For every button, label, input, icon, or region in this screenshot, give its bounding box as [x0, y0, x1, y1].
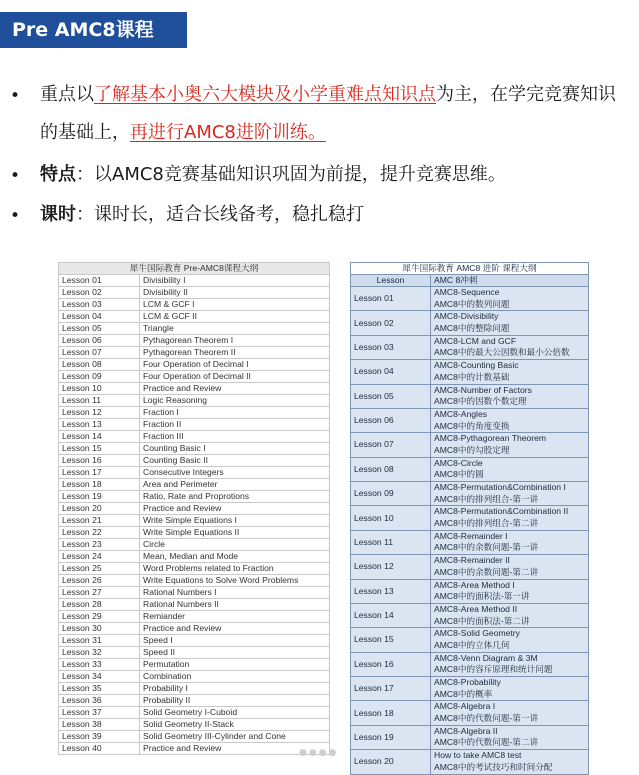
table-row [351, 360, 589, 384]
bullet-focus [40, 76, 625, 152]
lesson-topic: Pythagorean Theorem I [140, 335, 330, 347]
table-row [59, 563, 330, 575]
lesson-topic: Speed I [140, 635, 330, 647]
lesson-number: Lesson 07 [59, 347, 140, 359]
lesson-topic: Area and Perimeter [140, 479, 330, 491]
table-row [59, 467, 330, 479]
table-row [59, 419, 330, 431]
table-row [351, 408, 589, 432]
lesson-number: Lesson 34 [59, 671, 140, 683]
lesson-number: Lesson 19 [351, 725, 431, 749]
topic-chinese: AMC8中的立体几何 [434, 639, 510, 650]
topic-chinese: AMC8中的排列组合-第一讲 [434, 493, 539, 504]
lesson-topic: Word Problems related to Fraction [140, 563, 330, 575]
topic-english: AMC8-Permutation&Combination II [434, 506, 569, 517]
table-row [59, 359, 330, 371]
lesson-number: Lesson 04 [59, 311, 140, 323]
table-row [59, 407, 330, 419]
table-row [59, 671, 330, 683]
lesson-topic: LCM & GCF I [140, 299, 330, 311]
table-row [351, 482, 589, 506]
lesson-number: Lesson 30 [59, 623, 140, 635]
table-row [59, 323, 330, 335]
lesson-topic: Triangle [140, 323, 330, 335]
topic-english: AMC8-Permutation&Combination I [434, 482, 566, 492]
lesson-number: Lesson 23 [59, 539, 140, 551]
amc8-advanced-syllabus-table [350, 262, 589, 775]
table-row [59, 635, 330, 647]
lesson-topic: Pythagorean Theorem II [140, 347, 330, 359]
table-title: 犀牛国际教育 AMC8 进阶 课程大纲 [351, 263, 589, 275]
lesson-number: Lesson 21 [59, 515, 140, 527]
features-text: ：以AMC8竞赛基础知识巩固为前提，提升竞赛思维。 [76, 164, 506, 185]
lesson-topic [431, 725, 589, 749]
lesson-number: Lesson 24 [59, 551, 140, 563]
table-row [351, 652, 589, 676]
lesson-topic: Write Simple Equations I [140, 515, 330, 527]
bullet-features [40, 156, 625, 194]
topic-chinese: AMC8中的概率 [434, 688, 493, 699]
table-row [351, 628, 589, 652]
table-row [351, 555, 589, 579]
focus-text: 为主，在学完竞赛知识的基础上， [40, 84, 616, 143]
table-row [59, 599, 330, 611]
table-row [59, 719, 330, 731]
lesson-number: Lesson 22 [59, 527, 140, 539]
table-row [59, 383, 330, 395]
lesson-number: Lesson 25 [59, 563, 140, 575]
table-row [59, 275, 330, 287]
lesson-number: Lesson 14 [351, 603, 431, 627]
table-row [59, 731, 330, 743]
features-label: 特点 [40, 164, 76, 185]
section-title: Pre AMC8课程 [0, 12, 187, 48]
lesson-topic: Write Simple Equations II [140, 527, 330, 539]
table-row [59, 335, 330, 347]
lesson-topic [431, 457, 589, 481]
lesson-number: Lesson 06 [351, 408, 431, 432]
bullet-dot: • [10, 206, 21, 226]
lesson-topic: Ratio, Rate and Proprotions [140, 491, 330, 503]
topic-english: AMC8-Counting Basic [434, 360, 519, 371]
lesson-topic: Speed II [140, 647, 330, 659]
lesson-topic: Practice and Review [140, 623, 330, 635]
table-row [59, 287, 330, 299]
lesson-topic: Fraction III [140, 431, 330, 443]
table-row [59, 575, 330, 587]
lesson-number: Lesson 29 [59, 611, 140, 623]
topic-chinese: AMC8中的容斥原理和统计问题 [434, 664, 553, 675]
lesson-topic: Four Operation of Decimal II [140, 371, 330, 383]
lesson-number: Lesson 02 [351, 311, 431, 335]
lesson-topic [431, 360, 589, 384]
lesson-number: Lesson 15 [351, 628, 431, 652]
lesson-topic [431, 482, 589, 506]
lesson-number: Lesson 35 [59, 683, 140, 695]
bullet-dot: • [10, 166, 21, 186]
table-row [351, 701, 589, 725]
topic-chinese: AMC8中的面积法-第一讲 [434, 591, 530, 602]
topic-english: AMC8-Remainder II [434, 555, 510, 566]
lesson-topic [431, 311, 589, 335]
table-row [351, 579, 589, 603]
lesson-number: Lesson 10 [351, 506, 431, 530]
table-row [351, 287, 589, 311]
lesson-topic [431, 287, 589, 311]
topic-english: AMC8-Pythagorean Theorem [434, 433, 547, 444]
topic-chinese: AMC8中的代数问题-第一讲 [434, 713, 539, 724]
table-row [59, 503, 330, 515]
table-title: 犀牛国际教育 Pre-AMC8课程大纲 [59, 263, 330, 275]
lesson-number: Lesson 18 [59, 479, 140, 491]
lesson-topic: Write Equations to Solve Word Problems [140, 575, 330, 587]
lesson-number: Lesson 06 [59, 335, 140, 347]
lesson-topic: Counting Basic II [140, 455, 330, 467]
table-row [351, 750, 589, 774]
topic-english: AMC8-Venn Diagram & 3M [434, 652, 538, 663]
topic-english: AMC8-Circle [434, 457, 483, 468]
lesson-topic: Solid Geometry I-Cuboid [140, 707, 330, 719]
topic-chinese: AMC8中的计数基础 [434, 371, 510, 382]
topic-chinese: AMC8中的勾股定理 [434, 444, 510, 455]
table-row [59, 443, 330, 455]
topic-chinese: AMC8中的整除问题 [434, 323, 510, 334]
lesson-number: Lesson 14 [59, 431, 140, 443]
lesson-topic: LCM & GCF II [140, 311, 330, 323]
table-row [59, 347, 330, 359]
topic-english: AMC8-Solid Geometry [434, 628, 520, 639]
lesson-number: Lesson 12 [59, 407, 140, 419]
focus-highlight: 了解基本小奥六大模块及小学重难点知识点 [94, 84, 436, 105]
table-row [351, 506, 589, 530]
topic-english: AMC8-Angles [434, 408, 488, 419]
table-row [351, 433, 589, 457]
lesson-number: Lesson 16 [59, 455, 140, 467]
lesson-number: Lesson 10 [59, 383, 140, 395]
lesson-number: Lesson 20 [351, 750, 431, 774]
lesson-topic: Rational Numbers II [140, 599, 330, 611]
lesson-topic: Divisibility I [140, 275, 330, 287]
table-row [351, 384, 589, 408]
table-row [59, 455, 330, 467]
lesson-topic: Mean, Median and Mode [140, 551, 330, 563]
table-row [59, 371, 330, 383]
topic-english: AMC8-Area Method II [434, 603, 518, 614]
column-header-lesson: Lesson [351, 275, 431, 287]
table-row [351, 530, 589, 554]
lesson-topic [431, 579, 589, 603]
table-row [351, 335, 589, 359]
lesson-topic: Fraction II [140, 419, 330, 431]
lesson-number: Lesson 18 [351, 701, 431, 725]
lesson-number: Lesson 13 [59, 419, 140, 431]
topic-english: AMC8-Algebra II [434, 725, 498, 736]
topic-english: AMC8-Area Method I [434, 579, 515, 590]
lesson-number: Lesson 03 [59, 299, 140, 311]
lesson-number: Lesson 13 [351, 579, 431, 603]
table-row [59, 659, 330, 671]
lesson-topic [431, 335, 589, 359]
lesson-number: Lesson 17 [351, 677, 431, 701]
table-row [59, 611, 330, 623]
topic-chinese: AMC8中的最大公因数和最小公倍数 [434, 347, 570, 358]
lesson-number: Lesson 11 [59, 395, 140, 407]
lesson-number: Lesson 17 [59, 467, 140, 479]
lesson-topic: Logic Reasoning [140, 395, 330, 407]
topic-chinese: AMC8中的考试技巧和时间分配 [434, 761, 553, 772]
lesson-topic: Practice and Review [140, 503, 330, 515]
lesson-number: Lesson 05 [351, 384, 431, 408]
table-row [59, 299, 330, 311]
lesson-topic [431, 701, 589, 725]
table-row [59, 311, 330, 323]
lesson-topic [431, 506, 589, 530]
topic-chinese: AMC8中的排列组合-第二讲 [434, 518, 539, 529]
lesson-number: Lesson 07 [351, 433, 431, 457]
topic-english: How to take AMC8 test [434, 750, 522, 761]
topic-chinese: AMC8中的数列问题 [434, 298, 510, 309]
lesson-topic: Practice and Review [140, 743, 330, 755]
topic-chinese: AMC8中的因数个数定理 [434, 396, 527, 407]
lesson-topic [431, 603, 589, 627]
lesson-number: Lesson 01 [59, 275, 140, 287]
lesson-number: Lesson 37 [59, 707, 140, 719]
bullet-dot: • [10, 86, 21, 106]
lesson-topic: Circle [140, 539, 330, 551]
topic-chinese: AMC8中的余数问题-第二讲 [434, 566, 539, 577]
table-row [59, 695, 330, 707]
lesson-topic: Consecutive Integers [140, 467, 330, 479]
page-indicator: ●●●● [299, 748, 339, 758]
table-row [59, 395, 330, 407]
lesson-topic: Permutation [140, 659, 330, 671]
table-row [351, 311, 589, 335]
lesson-topic [431, 408, 589, 432]
topic-english: AMC8-Divisibility [434, 311, 499, 322]
lesson-number: Lesson 31 [59, 635, 140, 647]
lesson-number: Lesson 27 [59, 587, 140, 599]
lesson-topic: Probability II [140, 695, 330, 707]
lesson-topic [431, 384, 589, 408]
lesson-number: Lesson 15 [59, 443, 140, 455]
lesson-number: Lesson 05 [59, 323, 140, 335]
lesson-number: Lesson 09 [59, 371, 140, 383]
table-row [351, 603, 589, 627]
lesson-number: Lesson 32 [59, 647, 140, 659]
table-row [351, 677, 589, 701]
lesson-topic [431, 652, 589, 676]
lesson-topic: Practice and Review [140, 383, 330, 395]
hours-label: 课时 [40, 204, 76, 225]
lesson-topic [431, 628, 589, 652]
hours-text: ：课时长，适合长线备考，稳扎稳打 [76, 204, 364, 225]
lesson-number: Lesson 01 [351, 287, 431, 311]
focus-label: 重点以 [40, 84, 94, 105]
lesson-topic: Four Operation of Decimal I [140, 359, 330, 371]
lesson-number: Lesson 20 [59, 503, 140, 515]
lesson-number: Lesson 33 [59, 659, 140, 671]
lesson-number: Lesson 08 [59, 359, 140, 371]
table-row [351, 457, 589, 481]
lesson-topic: Solid Geometry II-Stack [140, 719, 330, 731]
table-row [59, 743, 330, 755]
lesson-topic [431, 555, 589, 579]
lesson-number: Lesson 11 [351, 530, 431, 554]
pre-amc8-syllabus-table [58, 262, 330, 755]
lesson-topic [431, 677, 589, 701]
table-row [59, 431, 330, 443]
topic-chinese: AMC8中的面积法-第二讲 [434, 615, 530, 626]
table-row [59, 623, 330, 635]
table-row [59, 491, 330, 503]
lesson-number: Lesson 09 [351, 482, 431, 506]
lesson-topic [431, 530, 589, 554]
table-row [59, 479, 330, 491]
topic-chinese: AMC8中的角度变换 [434, 420, 510, 431]
lesson-topic: Rational Numbers I [140, 587, 330, 599]
table-row [59, 527, 330, 539]
lesson-number: Lesson 16 [351, 652, 431, 676]
lesson-topic: Counting Basic I [140, 443, 330, 455]
lesson-number: Lesson 36 [59, 695, 140, 707]
lesson-number: Lesson 19 [59, 491, 140, 503]
lesson-number: Lesson 12 [351, 555, 431, 579]
lesson-number: Lesson 03 [351, 335, 431, 359]
bullet-hours [40, 196, 625, 234]
focus-highlight-2: 再进行AMC8进阶训练。 [130, 122, 326, 143]
lesson-number: Lesson 08 [351, 457, 431, 481]
topic-english: AMC8-Sequence [434, 287, 500, 297]
lesson-topic: Fraction I [140, 407, 330, 419]
table-row [59, 515, 330, 527]
lesson-number: Lesson 40 [59, 743, 140, 755]
lesson-number: Lesson 39 [59, 731, 140, 743]
lesson-topic: Solid Geometry III-Cylinder and Cone [140, 731, 330, 743]
lesson-topic [431, 433, 589, 457]
lesson-topic: Remiander [140, 611, 330, 623]
table-row [351, 725, 589, 749]
topic-english: AMC8-Probability [434, 677, 501, 687]
topic-chinese: AMC8中的代数问题-第二讲 [434, 737, 539, 748]
topic-english: AMC8-Remainder I [434, 530, 508, 541]
table-row [59, 539, 330, 551]
lesson-topic: Divisibility II [140, 287, 330, 299]
table-row [59, 683, 330, 695]
topic-english: AMC8-Algebra I [434, 701, 496, 712]
topic-chinese: AMC8中的余数问题-第一讲 [434, 542, 539, 553]
lesson-number: Lesson 02 [59, 287, 140, 299]
column-header-sprint: AMC 8冲刺 [431, 275, 589, 287]
table-row [59, 587, 330, 599]
table-row [59, 707, 330, 719]
lesson-number: Lesson 38 [59, 719, 140, 731]
lesson-topic: Probability I [140, 683, 330, 695]
topic-english: AMC8-Number of Factors [434, 384, 532, 395]
lesson-number: Lesson 04 [351, 360, 431, 384]
lesson-topic: Combination [140, 671, 330, 683]
table-row [59, 647, 330, 659]
lesson-number: Lesson 26 [59, 575, 140, 587]
lesson-number: Lesson 28 [59, 599, 140, 611]
topic-chinese: AMC8中的圆 [434, 469, 484, 480]
table-row [59, 551, 330, 563]
topic-english: AMC8-LCM and GCF [434, 335, 517, 346]
lesson-topic [431, 750, 589, 774]
